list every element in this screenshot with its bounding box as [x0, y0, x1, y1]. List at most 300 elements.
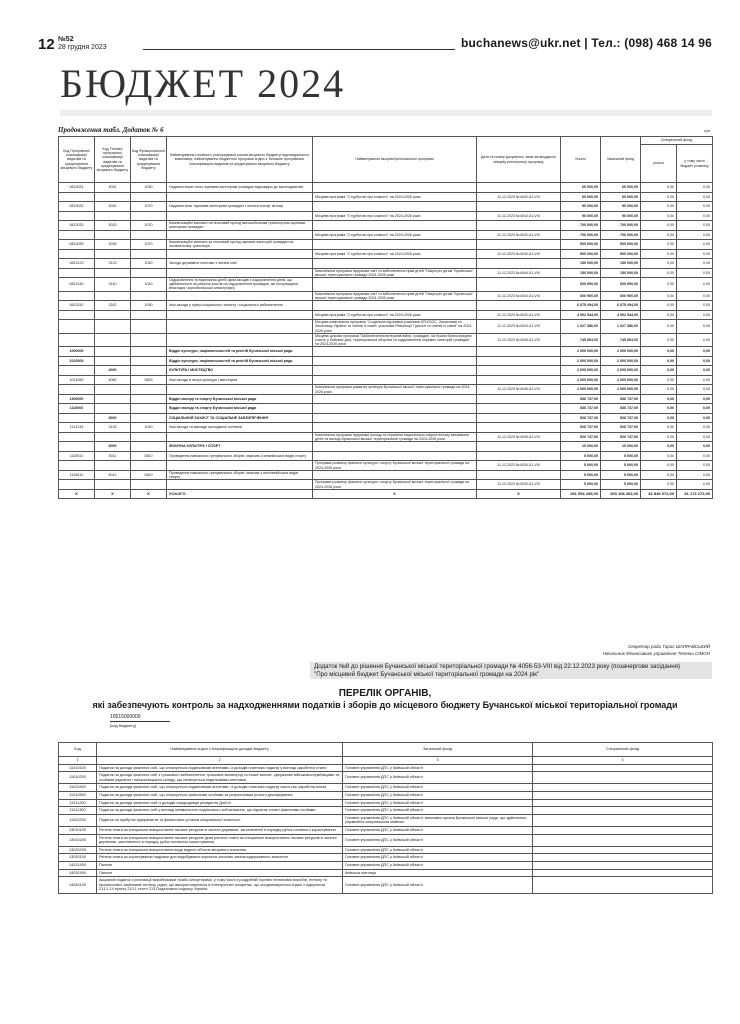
general-fund-organ-cell: Головне управління ДПС у Київській області — [343, 784, 533, 792]
program-name-cell: Комплексна програма підтримки молоді та сприяння національно-патріотичному вихованню дітей та молоді Бучанської міської територіальної громади на 2024-2026 роки — [313, 432, 477, 442]
manager-name-cell — [167, 461, 313, 471]
table-row — [59, 834, 713, 846]
table-row — [59, 799, 713, 807]
income-code-cell: 14031900 — [59, 869, 97, 877]
table-row — [59, 451, 713, 461]
income-code-cell: 13010100 — [59, 826, 97, 834]
program-name-cell: Місцева цільова програма "Забезпечення ветеранів війни, громадян, які брали безпосередню участь у бойових діях, територіальна оборона та оздоровлення окремих категорій громадян" на 2024-2026 роки — [313, 333, 477, 347]
general-fund-cell: 2 000 000,00 — [601, 347, 641, 357]
document-cell: 11.12.2023 №4042-51-VIII — [477, 230, 561, 240]
code-functional-cell — [131, 413, 167, 423]
document-cell — [477, 259, 561, 269]
general-fund-organ-cell: Головне управління ДПС у Київській області — [343, 764, 533, 772]
table-row — [59, 320, 713, 334]
development-cell: 0,00 — [677, 310, 713, 320]
general-fund-cell: 700 000,00 — [601, 230, 641, 240]
development-cell: 0,00 — [677, 192, 713, 202]
code-program-cell — [59, 432, 95, 442]
code-typical-cell: 3031 — [95, 183, 131, 193]
special-fund-cell: 0,00 — [641, 356, 677, 366]
development-cell: 0,00 — [677, 442, 713, 452]
program-name-cell — [313, 202, 477, 212]
development-cell: 0,00 — [677, 347, 713, 357]
development-cell: 0,00 — [677, 259, 713, 269]
manager-name-cell — [167, 333, 313, 347]
index-cell: 1 — [59, 757, 97, 765]
code-functional-cell — [131, 347, 167, 357]
development-cell: 0,00 — [677, 249, 713, 259]
document-cell: 11.12.2023 №4042-51-VIII — [477, 249, 561, 259]
general-fund-cell: 700 000,00 — [601, 221, 641, 231]
code-typical-cell: 3035 — [95, 240, 131, 250]
special-fund-cell: 0,00 — [641, 301, 677, 311]
program-name-cell: Місцева програма "З турботою про кожного" на 2024-2026 роки — [313, 230, 477, 240]
development-cell: 0,00 — [677, 375, 713, 385]
document-cell: 11.12.2023 №4042-51-VIII — [477, 192, 561, 202]
code-typical-cell: 3140 — [95, 278, 131, 292]
manager-name-cell: Компенсаційні виплати на пільговий проїзд автомобільним транспортом окремим категоріям громадян — [167, 221, 313, 231]
manager-name-cell: Відділ молоді та спорту Бучанської міської ради — [167, 404, 313, 414]
header-functional-code: Код Функціональної класифікації видатків та кредитування бюджету — [131, 137, 167, 183]
manager-name-cell: Заходи державної політики з питань сім'ї — [167, 259, 313, 269]
general-fund-organ-cell: Головне управління ДПС у Київській області — [343, 861, 533, 869]
total-cell: 90 000,00 — [561, 211, 601, 221]
general-fund-cell: 5 000,00 — [601, 480, 641, 490]
total-code1: X — [59, 489, 95, 499]
code-program-cell — [59, 333, 95, 347]
general-fund-cell: 90 000,00 — [601, 202, 641, 212]
general-fund-cell: 2 000 000,00 — [601, 375, 641, 385]
development-cell: 0,00 — [677, 480, 713, 490]
general-fund-cell: 4 902 544,00 — [601, 310, 641, 320]
general-fund-organ-cell: Головне управління ДПС у Київській області — [343, 854, 533, 862]
development-cell: 0,00 — [677, 333, 713, 347]
special-fund-cell: 0,00 — [641, 291, 677, 301]
development-cell: 0,00 — [677, 183, 713, 193]
table-row — [59, 442, 713, 452]
unit-label: грн — [704, 128, 710, 133]
development-cell: 0,00 — [677, 451, 713, 461]
total-cell: 150 000,00 — [561, 268, 601, 278]
program-name-cell — [313, 451, 477, 461]
table-row — [59, 764, 713, 772]
development-cell: 0,00 — [677, 385, 713, 395]
development-cell: 0,00 — [677, 366, 713, 376]
code-program-cell — [59, 366, 95, 376]
program-name-cell — [313, 183, 477, 193]
code-typical-cell — [95, 249, 131, 259]
manager-name-cell: Інші заходи у сфері соціального захисту і соціального забезпечення — [167, 301, 313, 311]
code-functional-cell — [131, 432, 167, 442]
continuation-label: Продовження табл. Додаток № 6 — [58, 126, 164, 134]
development-cell: 0,00 — [677, 394, 713, 404]
general-fund-organ-cell: Головне управління ДПС у Київській області — [343, 799, 533, 807]
table-row — [59, 356, 713, 366]
code-program-cell: 0813140 — [59, 278, 95, 292]
income-name-cell: Рентна плата за користування надрами для видобування корисних копалин загальнодержавного значення — [97, 854, 343, 862]
header-total: Усього — [561, 137, 601, 183]
table-row — [59, 211, 713, 221]
program-name-cell — [313, 413, 477, 423]
income-code-cell: 14040100 — [59, 877, 97, 894]
code-program-cell — [59, 480, 95, 490]
organs-index-row — [59, 757, 713, 765]
general-fund-cell: 600 900,00 — [601, 278, 641, 292]
development-cell: 0,00 — [677, 470, 713, 480]
table-row — [59, 846, 713, 854]
program-name-cell — [313, 347, 477, 357]
table-row — [59, 784, 713, 792]
table-row — [59, 192, 713, 202]
general-fund-cell: 6 675 494,00 — [601, 301, 641, 311]
special-fund-cell: 0,00 — [641, 320, 677, 334]
table-row — [59, 221, 713, 231]
program-name-cell — [313, 356, 477, 366]
total-row — [59, 489, 713, 499]
code-typical-cell — [95, 394, 131, 404]
program-name-cell — [313, 442, 477, 452]
manager-name-cell: Інші заходи та заклади молодіжної політики — [167, 423, 313, 433]
contact-info: buchanews@ukr.net | Тел.: (098) 468 14 96 — [455, 36, 712, 50]
program-name-cell: Програма розвитку фізичної культури і спорту Бучанської міської територіальної громади на 2024-2026 роки — [313, 480, 477, 490]
total-cell: 5 000,00 — [561, 470, 601, 480]
program-name-cell: Місцева програма "З турботою про кожного" на 2024-2026 роки — [313, 211, 477, 221]
income-code-cell: 11011300 — [59, 807, 97, 815]
code-program-cell: 0813242 — [59, 301, 95, 311]
code-typical-cell: 3032 — [95, 202, 131, 212]
total-cell: 700 000,00 — [561, 230, 601, 240]
document-cell — [477, 278, 561, 292]
general-fund-cell: 5 000,00 — [601, 461, 641, 471]
table-row — [59, 385, 713, 395]
development-cell: 0,00 — [677, 413, 713, 423]
special-fund-cell: 0,00 — [641, 375, 677, 385]
program-name-cell — [313, 423, 477, 433]
total-cell: 2 000 000,00 — [561, 375, 601, 385]
special-fund-cell: 0,00 — [641, 230, 677, 240]
code-typical-cell: 3133 — [95, 423, 131, 433]
code-typical-cell — [95, 432, 131, 442]
income-name-cell: Пальне — [97, 861, 343, 869]
general-fund-cell: 536 737,00 — [601, 394, 641, 404]
organs-list-title: ПЕРЕЛІК ОРГАНІВ, — [338, 688, 432, 699]
general-fund-cell: 600 900,00 — [601, 291, 641, 301]
total-cell: 2 000 000,00 — [561, 385, 601, 395]
total-cell: 5 000,00 — [561, 480, 601, 490]
document-cell — [477, 366, 561, 376]
development-cell: 0,00 — [677, 202, 713, 212]
income-name-cell: Податок на доходи фізичних осіб із доходів спадкодавця резидента ДіяСіті — [97, 799, 343, 807]
income-name-cell: Рентна плата за спеціальне використання води водних об'єктів місцевого значення — [97, 846, 343, 854]
income-code-cell: 14021900 — [59, 861, 97, 869]
special-fund-cell: 0,00 — [641, 366, 677, 376]
code-program-cell — [59, 310, 95, 320]
program-name-cell: Місцева комплексна програма "Соціальна підтримка учасників АТО/ООС, Захисників та Захисниць України та членів їх сімей, учасників Революції Гідності та членів їх сімей" на 2024-2026 роки — [313, 320, 477, 334]
special-fund-cell: 0,00 — [641, 470, 677, 480]
development-cell: 0,00 — [677, 221, 713, 231]
manager-name-cell — [167, 291, 313, 301]
table-row — [59, 772, 713, 784]
code-typical-cell — [95, 356, 131, 366]
income-code-cell: 11010100 — [59, 764, 97, 772]
code-program-cell: 1115012 — [59, 470, 95, 480]
document-cell: 11.12.2023 №4043-51-VIII — [477, 320, 561, 334]
total-cell: 536 737,00 — [561, 404, 601, 414]
special-fund-organ-cell — [533, 877, 713, 894]
code-program-cell: 1014082 — [59, 375, 95, 385]
code-typical-cell — [95, 192, 131, 202]
header-special-total: усього — [641, 145, 677, 183]
special-fund-cell: 0,00 — [641, 432, 677, 442]
table-row — [59, 807, 713, 815]
table-row — [59, 333, 713, 347]
general-fund-cell: 526 737,00 — [601, 413, 641, 423]
manager-name-cell — [167, 192, 313, 202]
budget-code-value: 10515000000 — [110, 714, 170, 722]
code-program-cell: 1110000 — [59, 404, 95, 414]
manager-name-cell: Відділ культури, національностей та релігій Бучанської міської ради — [167, 356, 313, 366]
special-fund-organ-cell — [533, 861, 713, 869]
table-row — [59, 854, 713, 862]
special-fund-cell: 0,00 — [641, 451, 677, 461]
manager-name-cell: Проведення навчально-тренувальних зборів і змагань з неолімпійських видів спорту — [167, 470, 313, 480]
title-divider — [60, 110, 712, 116]
code-functional-cell — [131, 192, 167, 202]
signature-finance-head: Начальник Фінансового управління Тетяна СІМОН — [602, 651, 710, 656]
code-functional-cell — [131, 268, 167, 278]
special-fund-cell: 0,00 — [641, 347, 677, 357]
total-cell: 2 000 000,00 — [561, 356, 601, 366]
header-program-name: Найменування місцевої/регіональної програми — [313, 137, 477, 183]
code-typical-cell — [95, 291, 131, 301]
development-cell: 0,00 — [677, 278, 713, 292]
manager-name-cell — [167, 249, 313, 259]
manager-name-cell — [167, 320, 313, 334]
table-row — [59, 202, 713, 212]
program-name-cell: Місцева програма "З турботою про кожного" на 2024-2026 роки — [313, 192, 477, 202]
program-name-cell — [313, 221, 477, 231]
special-fund-organ-cell — [533, 791, 713, 799]
total-cell: 600 900,00 — [561, 291, 601, 301]
development-cell: 0,00 — [677, 320, 713, 334]
development-cell: 0,00 — [677, 291, 713, 301]
program-name-cell: Комплексна програма підтримки сім'ї та забезпечення прав дітей "Назустріч дітям" Бучанської міської територіальної громади 2024-2026 роки — [313, 291, 477, 301]
table-row — [59, 268, 713, 278]
general-fund-cell: 2 000 000,00 — [601, 385, 641, 395]
document-cell: 11.12.2023 №4042-51-VIII — [477, 211, 561, 221]
code-program-cell: 1010000 — [59, 356, 95, 366]
total-cell: 526 737,00 — [561, 423, 601, 433]
document-cell — [477, 356, 561, 366]
code-functional-cell: 1030 — [131, 183, 167, 193]
index-cell: 2 — [97, 757, 343, 765]
total-label: УСЬОГО — [167, 489, 313, 499]
code-typical-cell: 3000 — [95, 413, 131, 423]
income-code-cell: 11010400 — [59, 784, 97, 792]
code-program-cell — [59, 291, 95, 301]
general-fund-cell: 60 000,00 — [601, 183, 641, 193]
code-functional-cell — [131, 442, 167, 452]
total-cell: 536 737,00 — [561, 394, 601, 404]
special-fund-organ-cell — [533, 799, 713, 807]
special-fund-cell: 0,00 — [641, 442, 677, 452]
general-fund-cell: 2 000 000,00 — [601, 366, 641, 376]
organs-header-code: Код — [59, 743, 97, 757]
manager-name-cell — [167, 310, 313, 320]
code-typical-cell — [95, 347, 131, 357]
table-row — [59, 183, 713, 193]
code-typical-cell — [95, 268, 131, 278]
table-row — [59, 826, 713, 834]
budget-code-label: (код бюджету) — [110, 723, 137, 728]
income-name-cell: Податок на доходи фізичних осіб у вигляді мінімального податкового зобов'язання, що підлягає сплаті фізичними особами — [97, 807, 343, 815]
program-name-cell — [313, 278, 477, 292]
code-program-cell — [59, 230, 95, 240]
total-doc: X — [477, 489, 561, 499]
header-general-fund: Загальний фонд — [601, 137, 641, 183]
manager-name-cell: Інші заходи в галузі культури і мистецтва — [167, 375, 313, 385]
table-row — [59, 301, 713, 311]
income-name-cell: Пальне — [97, 869, 343, 877]
table-row — [59, 791, 713, 799]
manager-name-cell — [167, 480, 313, 490]
development-cell: 0,00 — [677, 230, 713, 240]
document-cell: 11.12.2023 №4044-51-VIII — [477, 291, 561, 301]
manager-name-cell — [167, 230, 313, 240]
special-fund-cell: 0,00 — [641, 211, 677, 221]
table-row — [59, 347, 713, 357]
manager-name-cell — [167, 268, 313, 278]
document-cell — [477, 202, 561, 212]
program-name-cell: Місцева програма "З турботою про кожного" на 2024-2026 роки — [313, 249, 477, 259]
general-fund-cell: 1 027 386,00 — [601, 320, 641, 334]
code-functional-cell: 1040 — [131, 259, 167, 269]
development-cell: 0,00 — [677, 461, 713, 471]
general-fund-cell: 526 737,00 — [601, 432, 641, 442]
code-functional-cell: 1040 — [131, 423, 167, 433]
code-functional-cell — [131, 394, 167, 404]
document-cell: 11.12.2023 №4030-51-VIII — [477, 461, 561, 471]
manager-name-cell: Компенсаційні виплати за пільговий проїзд окремих категорій громадян на залізничному транспорті — [167, 240, 313, 250]
code-typical-cell — [95, 404, 131, 414]
document-cell: 11.12.2023 №4044-51-VIII — [477, 268, 561, 278]
special-fund-cell: 0,00 — [641, 333, 677, 347]
income-name-cell: Податок на доходи фізичних осіб, що сплачується податковими агентами, із доходів платника податку інших ніж заробітна плата — [97, 784, 343, 792]
program-name-cell — [313, 259, 477, 269]
code-typical-cell — [95, 480, 131, 490]
special-fund-cell: 0,00 — [641, 268, 677, 278]
special-fund-cell: 0,00 — [641, 221, 677, 231]
total-cell: 1 027 386,00 — [561, 320, 601, 334]
general-fund-organ-cell: Головне управління ДПС у Київській області — [343, 791, 533, 799]
general-fund-cell: 60 000,00 — [601, 192, 641, 202]
code-typical-cell — [95, 230, 131, 240]
code-program-cell — [59, 211, 95, 221]
total-cell: 600 900,00 — [561, 278, 601, 292]
manager-name-cell: Надання пільг окремим категоріям громадян з оплати послуг зв'язку — [167, 202, 313, 212]
code-functional-cell — [131, 249, 167, 259]
income-name-cell: Акцизний податок з реалізації виробниками та/або імпортерами, у тому числі в роздрібній торгівлі тютюнових виробів, тютюну та промислових замінників тютюну, рідин, що використовуються в електронних сигаретах, що оподатковуються згідно з підпунктом 213.1.14 пункту 213.1 статті 213 Податкового кодексу України — [97, 877, 343, 894]
development-cell: 0,00 — [677, 211, 713, 221]
total-cell: 60 000,00 — [561, 192, 601, 202]
total-cell: 700 000,00 — [561, 221, 601, 231]
manager-name-cell: КУЛЬТУРА І МИСТЕЦТВО — [167, 366, 313, 376]
manager-name-cell: Відділ молоді та спорту Бучанської міської ради — [167, 394, 313, 404]
document-cell — [477, 347, 561, 357]
income-name-cell: Рентна плата за спеціальне використання лісових ресурсів (крім рентної плати за спеціальне використання лісових ресурсів в частині деревини, заготовленої в порядку рубок головного користування) — [97, 834, 343, 846]
program-name-cell — [313, 366, 477, 376]
total-cell: 6 675 494,00 — [561, 301, 601, 311]
special-fund-cell: 0,00 — [641, 404, 677, 414]
decision-note — [310, 662, 712, 679]
table-row — [59, 423, 713, 433]
code-functional-cell: 1070 — [131, 221, 167, 231]
code-program-cell — [59, 192, 95, 202]
code-program-cell — [59, 249, 95, 259]
program-name-cell: Місцева програма "З турботою про кожного" на 2024-2026 роки — [313, 310, 477, 320]
code-functional-cell: 1070 — [131, 240, 167, 250]
income-name-cell: Податок на доходи фізичних осіб, що сплачується податковими агентами, із доходів платника податку у вигляді заробітної плати — [97, 764, 343, 772]
document-cell — [477, 470, 561, 480]
code-functional-cell — [131, 333, 167, 347]
development-cell: 0,00 — [677, 240, 713, 250]
code-functional-cell — [131, 320, 167, 334]
special-fund-organ-cell — [533, 846, 713, 854]
general-fund-cell: 150 000,00 — [601, 268, 641, 278]
special-fund-cell: 0,00 — [641, 310, 677, 320]
issue-info — [58, 36, 107, 52]
document-cell: 11.12.2023 №4042-51-VIII — [477, 310, 561, 320]
total-code2: X — [95, 489, 131, 499]
general-fund-cell: 5 000,00 — [601, 470, 641, 480]
code-functional-cell: 0810 — [131, 451, 167, 461]
total-sum: 281 954 435,00 — [561, 489, 601, 499]
table-row — [59, 432, 713, 442]
table-row — [59, 404, 713, 414]
document-cell — [477, 394, 561, 404]
header-program-code: Код Програмної класифікації видатків та кредитування місцевого бюджету — [59, 137, 95, 183]
code-functional-cell: 1070 — [131, 202, 167, 212]
income-code-cell: 13010200 — [59, 834, 97, 846]
income-code-cell: 11011200 — [59, 799, 97, 807]
code-typical-cell — [95, 211, 131, 221]
total-cell: 5 000,00 — [561, 461, 601, 471]
decision-line-1: Додаток №8 до рішення Бучанської міської територіальної громади № 4056-53-VIII від 22.12.2023 року (позачергове засідання) — [314, 663, 681, 670]
code-program-cell — [59, 385, 95, 395]
special-fund-cell: 0,00 — [641, 480, 677, 490]
code-program-cell: 0813033 — [59, 221, 95, 231]
income-name-cell: Рентна плата за спеціальне використання лісових ресурсів в частині деревини, заготовленої в порядку рубок головного користування — [97, 826, 343, 834]
document-cell — [477, 423, 561, 433]
document-cell: 11.12.2023 №4045-51-VIII — [477, 333, 561, 347]
document-cell: 11.12.2023 №4030-51-VIII — [477, 480, 561, 490]
development-cell: 0,00 — [677, 268, 713, 278]
header-typical-code: Код Типової програмної класифікації видатків та кредитування місцевого бюджету — [95, 137, 131, 183]
general-fund-cell: 500 000,00 — [601, 240, 641, 250]
table-row — [59, 259, 713, 269]
code-functional-cell — [131, 230, 167, 240]
program-name-cell — [313, 240, 477, 250]
code-typical-cell: 5011 — [95, 451, 131, 461]
table-row — [59, 240, 713, 250]
program-name-cell: Комплексна програма підтримки сім'ї та забезпечення прав дітей "Назустріч дітям" Бучанської міської територіальної громади 2024-2026 роки — [313, 268, 477, 278]
header-development: у тому числі бюджет розвитку — [677, 145, 713, 183]
general-fund-cell: 745 564,00 — [601, 333, 641, 347]
code-program-cell: 1000000 — [59, 347, 95, 357]
special-fund-cell: 0,00 — [641, 259, 677, 269]
table-row — [59, 861, 713, 869]
manager-name-cell: Відділ культури, національностей та релігій Бучанської міської ради — [167, 347, 313, 357]
